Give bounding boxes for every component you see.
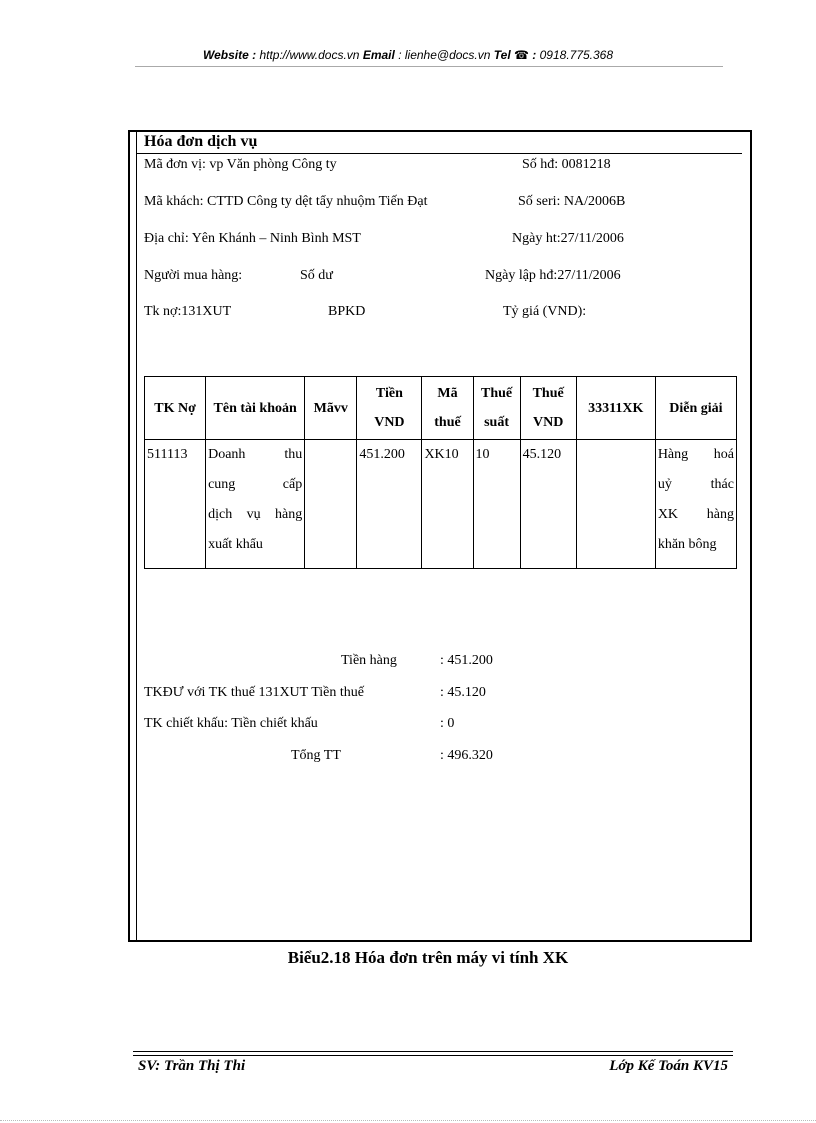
ma-khach: Mã khách: CTTD Công ty dệt tẩy nhuộm Tiến Đạt — [144, 194, 428, 209]
so-seri: Số seri: NA/2006B — [518, 194, 626, 209]
cell-thue-vnd: 45.120 — [520, 440, 576, 569]
footer-class: Lớp Kế Toán KV15 — [609, 1058, 728, 1074]
dien-giai-line: khăn bông — [657, 537, 717, 552]
invoice-title: Hóa đơn dịch vụ — [144, 133, 258, 150]
cell-tien-vnd: 451.200 — [357, 440, 422, 569]
cell-thue-suat: 10 — [473, 440, 520, 569]
page-bottom-divider — [0, 1120, 816, 1121]
footer-divider-bottom — [133, 1055, 733, 1056]
ngay-ht: Ngày ht:27/11/2006 — [512, 231, 624, 246]
website-label: Website : — [202, 48, 257, 62]
header-divider — [135, 66, 723, 67]
table-header-row — [145, 377, 737, 440]
col-header: Thuế VND — [520, 377, 576, 440]
website-link[interactable]: http://www.docs.vn — [259, 48, 360, 62]
tien-thue-value: : 45.120 — [440, 685, 486, 700]
nguoi-mua-label: Người mua hàng: — [144, 268, 243, 283]
ngay-lap: Ngày lập hđ:27/11/2006 — [485, 268, 621, 283]
cell-dien-giai — [655, 440, 736, 569]
col-header: Tiền VND — [357, 377, 422, 440]
cell-mavv — [305, 440, 357, 569]
table-row — [145, 440, 737, 569]
tk-no: Tk nợ:131XUT — [144, 304, 232, 319]
dien-giai-line: Hàng hoá — [657, 447, 734, 462]
col-header: Thuế suất — [473, 377, 520, 440]
tien-hang-label: Tiền hàng — [341, 653, 397, 668]
page-header — [0, 48, 816, 62]
ty-gia: Tỷ giá (VND): — [503, 304, 587, 319]
col-header: Tên tài khoản — [206, 377, 305, 440]
chiet-khau-value: : 0 — [440, 716, 455, 731]
cell-tk-no: 511113 — [145, 440, 206, 569]
so-du-label: Số dư — [300, 268, 333, 283]
tong-tt-value: : 496.320 — [440, 748, 493, 763]
tel-number: 0918.775.368 — [539, 48, 614, 62]
col-header: Diễn giải — [655, 377, 736, 440]
tong-tt-label: Tổng TT — [291, 748, 341, 763]
invoice-table — [144, 376, 737, 569]
title-divider — [137, 153, 742, 154]
footer-divider-top — [133, 1051, 733, 1052]
footer-student: SV: Trần Thị Thi — [138, 1058, 246, 1074]
figure-caption: Biểu2.18 Hóa đơn trên máy vi tính XK — [287, 948, 569, 967]
ten-tk-line: dịch vụ hàng — [208, 507, 303, 522]
so-hd: Số hđ: 0081218 — [522, 157, 611, 172]
col-header: Mã thuế — [422, 377, 473, 440]
tien-hang-value: : 451.200 — [440, 653, 493, 668]
bpkd: BPKD — [328, 304, 366, 319]
ten-tk-line: xuất khẩu — [208, 537, 263, 552]
col-header: TK Nợ — [145, 377, 206, 440]
dia-chi: Địa chỉ: Yên Khánh – Ninh Bình MST — [144, 231, 361, 246]
email-label: Email — [362, 48, 395, 62]
ten-tk-line: Doanh thu — [208, 447, 303, 462]
dien-giai-line: XK hàng — [657, 507, 734, 522]
col-header: Mãvv — [305, 377, 357, 440]
tien-thue-label: TKĐƯ với TK thuế 131XUT Tiền thuế — [144, 685, 364, 700]
dien-giai-line: uỷ thác — [657, 477, 734, 492]
col-header: 33311XK — [576, 377, 655, 440]
chiet-khau-label: TK chiết khấu: Tiền chiết khấu — [144, 716, 318, 731]
cell-ma-thue: XK10 — [422, 440, 473, 569]
ma-don-vi: Mã đơn vị: vp Văn phòng Công ty — [144, 157, 337, 172]
cell-33311xk — [576, 440, 655, 569]
email-link[interactable]: : lienhe@docs.vn — [398, 48, 491, 62]
cell-ten-tk — [206, 440, 305, 569]
ten-tk-line: cung cấp — [208, 477, 303, 492]
tel-label: Tel ☎ : — [493, 48, 537, 62]
